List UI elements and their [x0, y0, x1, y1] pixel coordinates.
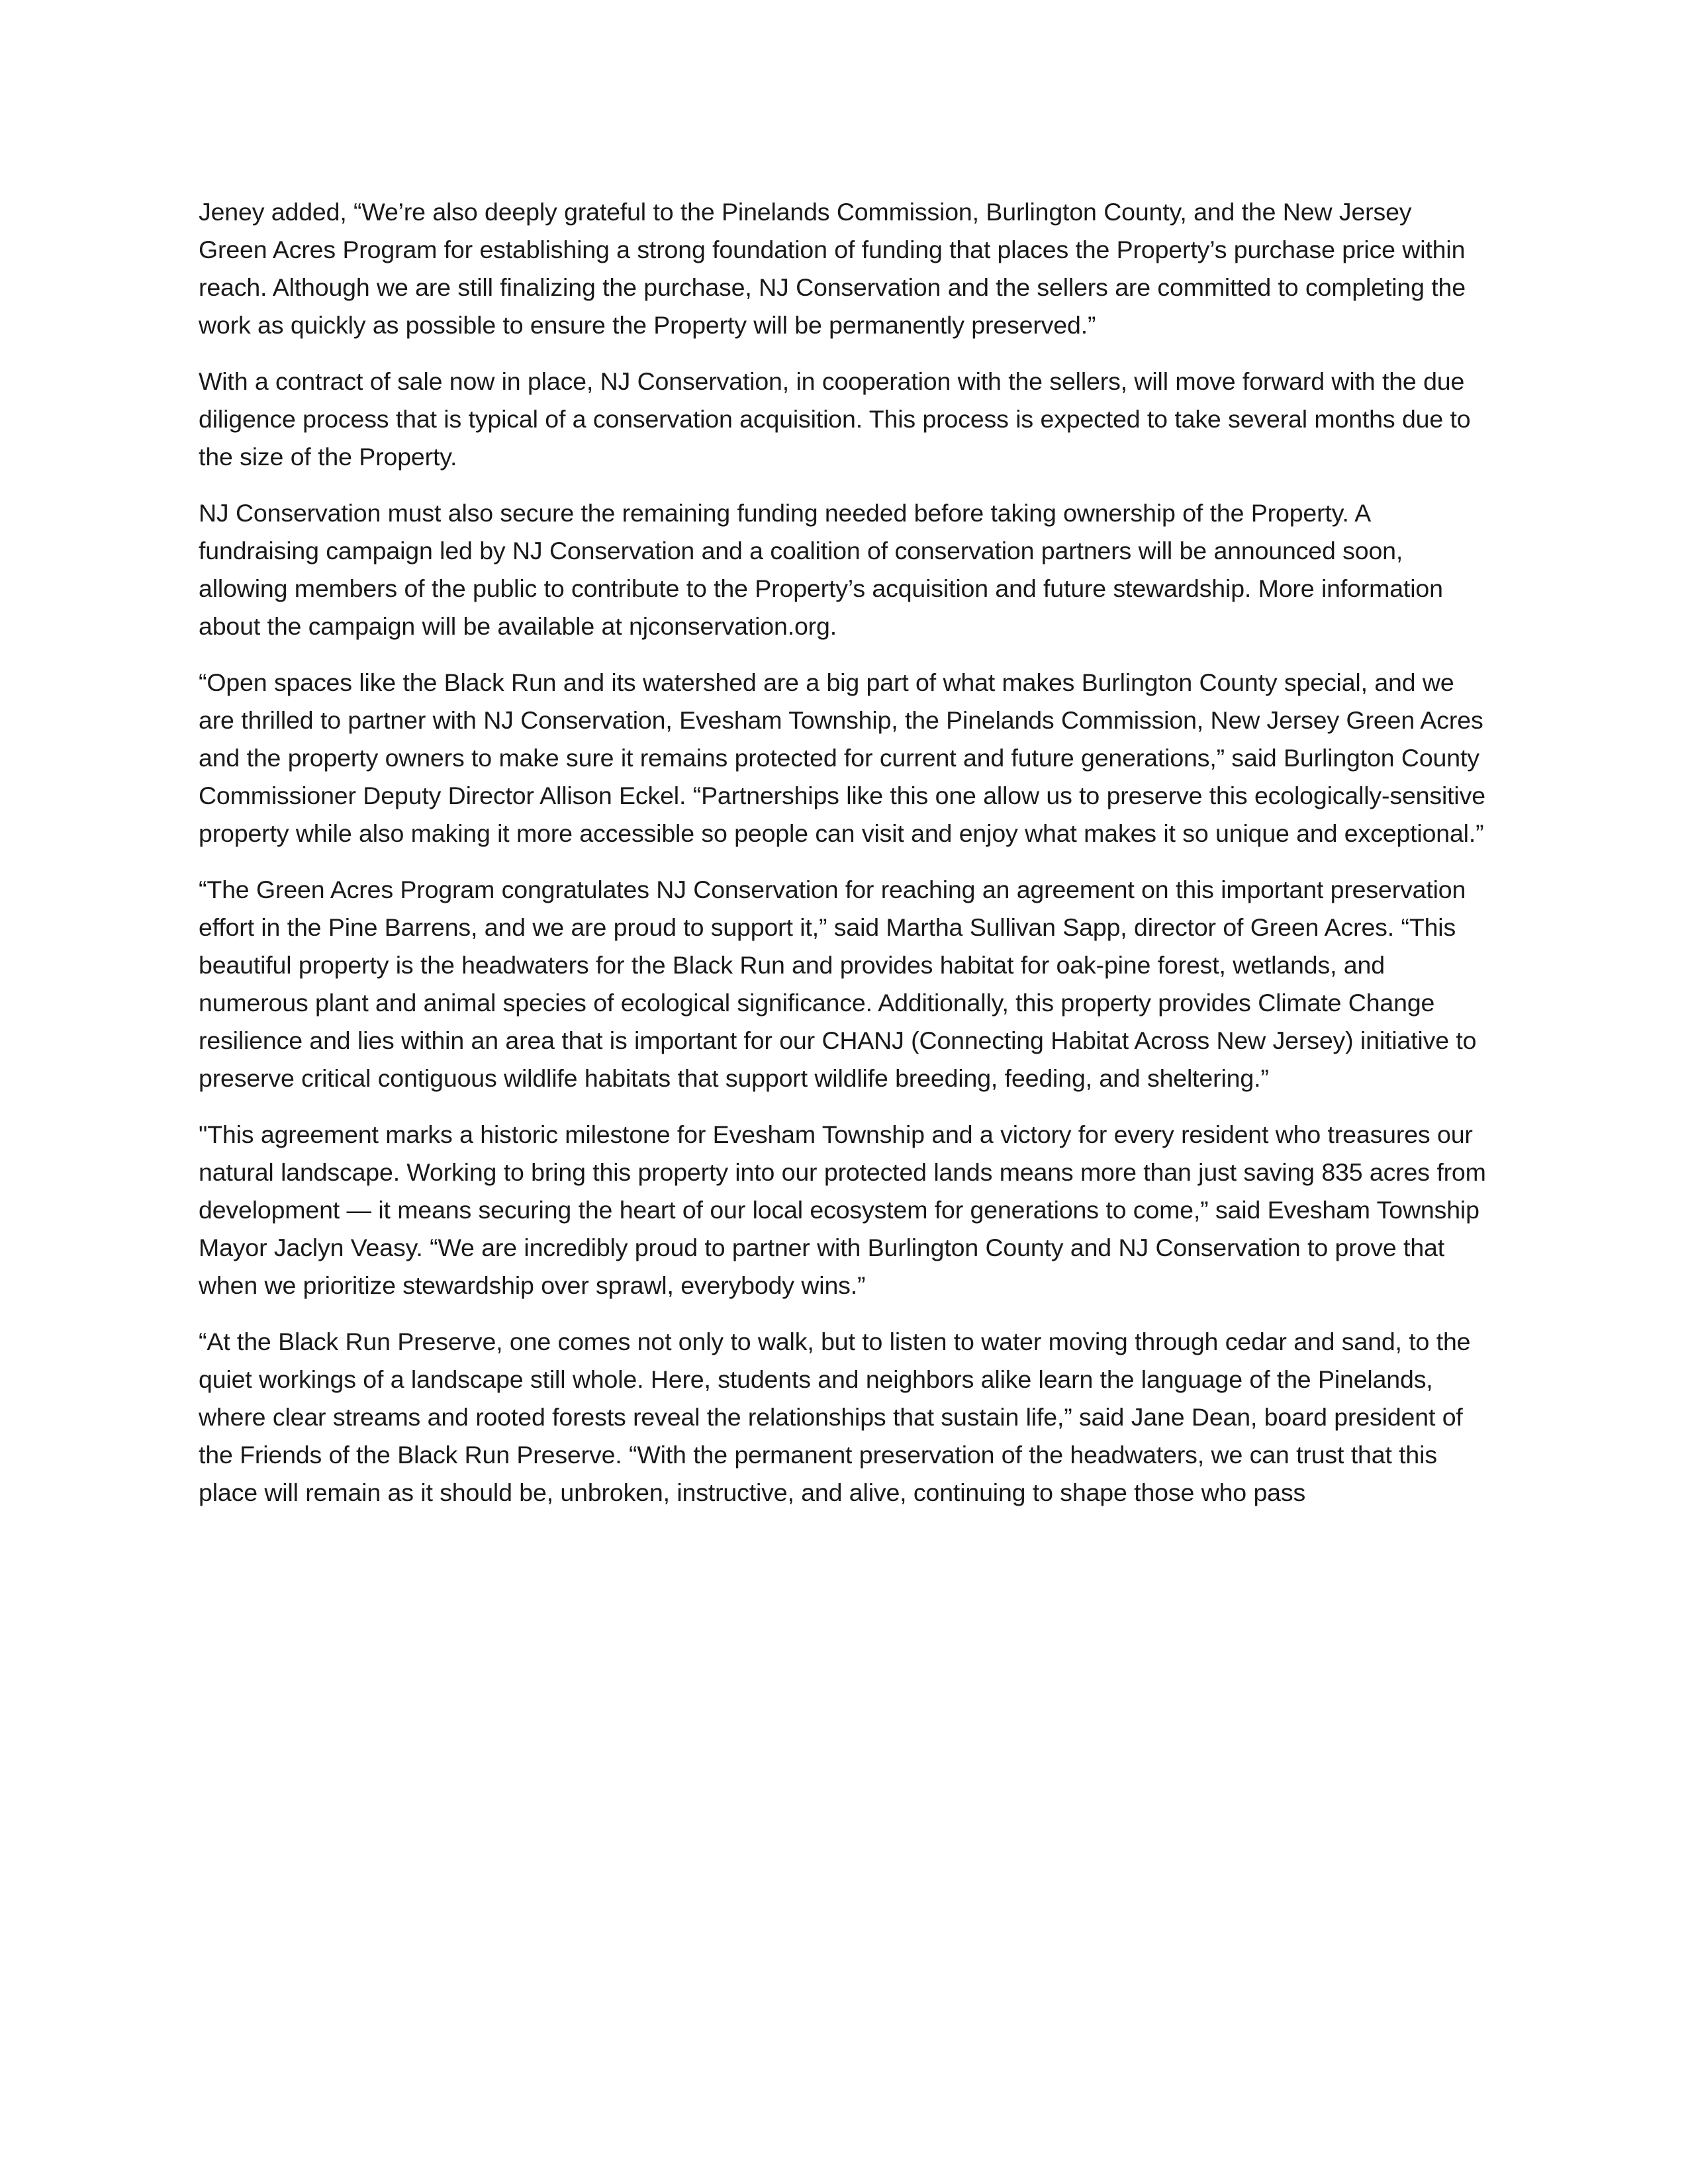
body-paragraph: NJ Conservation must also secure the remaining funding needed before taking ownership of the Property. A fundraising campaign led by NJ Conservation and a coalition of conservation partners will be announced soon, allowing members of the public to contribute to the Property’s acquisition and future stewardship. More information about the campaign will be available at njconservation.org.: [199, 499, 1443, 640]
body-paragraph: Jeney added, “We’re also deeply grateful to the Pinelands Commission, Burlington County, and the New Jersey Green Acres Program for establishing a strong foundation of funding that places the Property’s purchase price within reach. Although we are still finalizing the purchase, NJ Conservation and the sellers are committed to completing the work as quickly as possible to ensure the Property will be permanently preserved.”: [199, 198, 1466, 339]
document-text-column: [199, 193, 1486, 1512]
body-paragraph: “Open spaces like the Black Run and its watershed are a big part of what makes Burlington County special, and we are thrilled to partner with NJ Conservation, Evesham Township, the Pinelands Commission, New Jersey Green Acres and the property owners to make sure it remains protected for current and future generations,” said Burlington County Commissioner Deputy Director Allison Eckel. “Partnerships like this one allow us to preserve this ecologically-sensitive property while also making it more accessible so people can visit and enjoy what makes it so unique and exceptional.”: [199, 668, 1485, 847]
body-paragraph: “At the Black Run Preserve, one comes not only to walk, but to listen to water moving through cedar and sand, to the quiet workings of a landscape still whole. Here, students and neighbors alike learn the language of the Pinelands, where clear streams and rooted forests reveal the relationships that sustain life,” said Jane Dean, board president of the Friends of the Black Run Preserve. “With the permanent preservation of the headwaters, we can trust that this place will remain as it should be, unbroken, instructive, and alive, continuing to shape those who pass: [199, 1328, 1471, 1506]
body-paragraph: “The Green Acres Program congratulates NJ Conservation for reaching an agreement on this important preservation effort in the Pine Barrens, and we are proud to support it,” said Martha Sullivan Sapp, director of Green Acres. “This beautiful property is the headwaters for the Black Run and provides habitat for oak-pine forest, wetlands, and numerous plant and animal species of ecological significance. Additionally, this property provides Climate Change resilience and lies within an area that is important for our CHANJ (Connecting Habitat Across New Jersey) initiative to preserve critical contiguous wildlife habitats that support wildlife breeding, feeding, and sheltering.”: [199, 876, 1477, 1092]
body-paragraph: With a contract of sale now in place, NJ Conservation, in cooperation with the sellers, will move forward with the due diligence process that is typical of a conservation acquisition. This process is expected to take several months due to the size of the Property.: [199, 367, 1471, 471]
body-paragraph: "This agreement marks a historic milestone for Evesham Township and a victory for every resident who treasures our natural landscape. Working to bring this property into our protected lands means more than just saving 835 acres from development — it means securing the heart of our local ecosystem for generations to come,” said Evesham Township Mayor Jaclyn Veasy. “We are incredibly proud to partner with Burlington County and NJ Conservation to prove that when we prioritize stewardship over sprawl, everybody wins.”: [199, 1120, 1486, 1299]
